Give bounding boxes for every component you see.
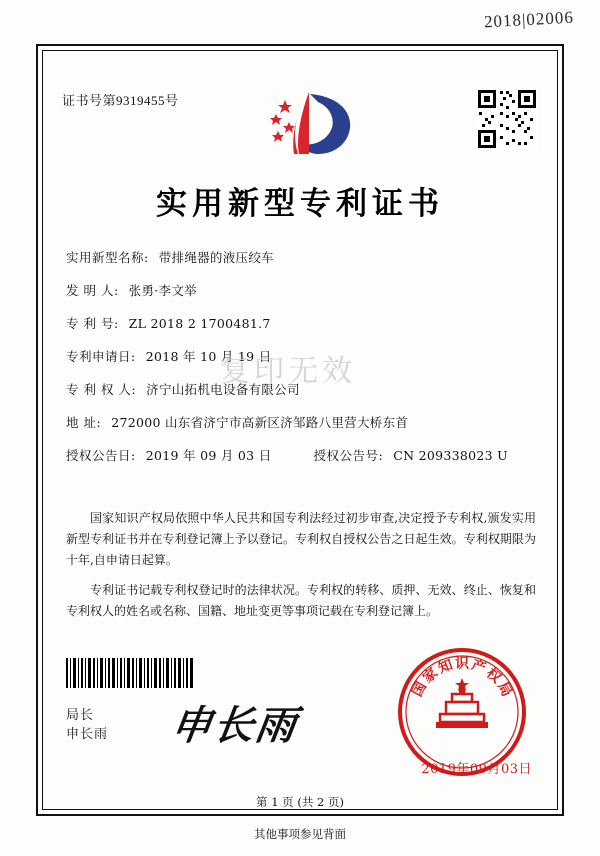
field-value: 济宁山拓机电设备有限公司 [146,382,300,397]
field-label: 专 利 权 人: [66,382,137,397]
below-note: 其他事项参见背面 [254,827,346,841]
field-label: 专 利 号: [66,316,119,331]
field-value: ZL 2018 2 1700481.7 [128,316,271,331]
body-paragraph-2: 专利证书记载专利权登记时的法律状况。专利权的转移、质押、无效、终止、恢复和专利权人的姓名或名称、国籍、地址变更等事项记载在专利登记簿上。 [66,583,536,618]
field-label: 实用新型名称: [66,250,149,265]
watermark: 复印无效 [220,354,356,389]
field-label: 专利申请日: [66,349,136,364]
field-row [66,248,536,281]
field-value: 2018 年 10 月 19 日 [145,349,272,364]
field-label: 地 址: [66,415,102,430]
field-row [66,314,536,347]
field-value: 272000 山东省济宁市高新区济邹路八里营大桥东首 [111,415,409,430]
signature-title-line1: 局长 [66,708,95,723]
qr-code [476,88,538,150]
svg-text:产: 产 [469,656,488,677]
field-label-secondary: 授权公告号: [313,448,384,463]
svg-text:知: 知 [436,656,455,677]
field-row [66,281,536,314]
certificate-number: 证书号第9319455号 [62,93,179,108]
field-value: 带排绳器的液压绞车 [158,250,274,265]
signature-title [66,706,108,744]
field-row-grant [66,446,536,479]
archive-number: 2018|02006 [483,7,575,32]
page-title: 实用新型专利证书 [156,186,444,222]
field-value-secondary: CN 209338023 U [393,448,508,463]
page-footer: 第 1 页 (共 2 页) [256,795,344,809]
field-label: 授权公告日: [66,448,136,463]
svg-text:家: 家 [419,665,442,687]
body-paragraph-1: 国家知识产权局依照中华人民共和国专利法经过初步审查,决定授予专利权,颁发实用新型专利证书并在专利登记簿上予以登记。专利权自授权公告之日起生效。专利权期限为十年,自申请日起算。 [66,511,536,567]
barcode [66,658,194,688]
svg-text:国: 国 [409,679,430,700]
field-list [66,248,536,479]
seal-date: 2019年09月03日 [421,762,532,777]
field-value: 2019 年 09 月 03 日 [145,448,272,463]
field-row [66,413,536,446]
field-value: 张勇·李文举 [128,283,197,298]
svg-text:权: 权 [482,665,505,687]
field-row [66,380,536,413]
signature-title-line2: 申长雨 [66,727,109,742]
signature-handwriting: 申长雨 [168,702,301,749]
field-row [66,347,536,380]
svg-text:局: 局 [494,679,515,700]
svg-text:识: 识 [455,656,469,672]
field-label: 发 明 人: [66,283,119,298]
cnipa-logo-icon [252,86,362,162]
certificate-content [52,58,548,809]
